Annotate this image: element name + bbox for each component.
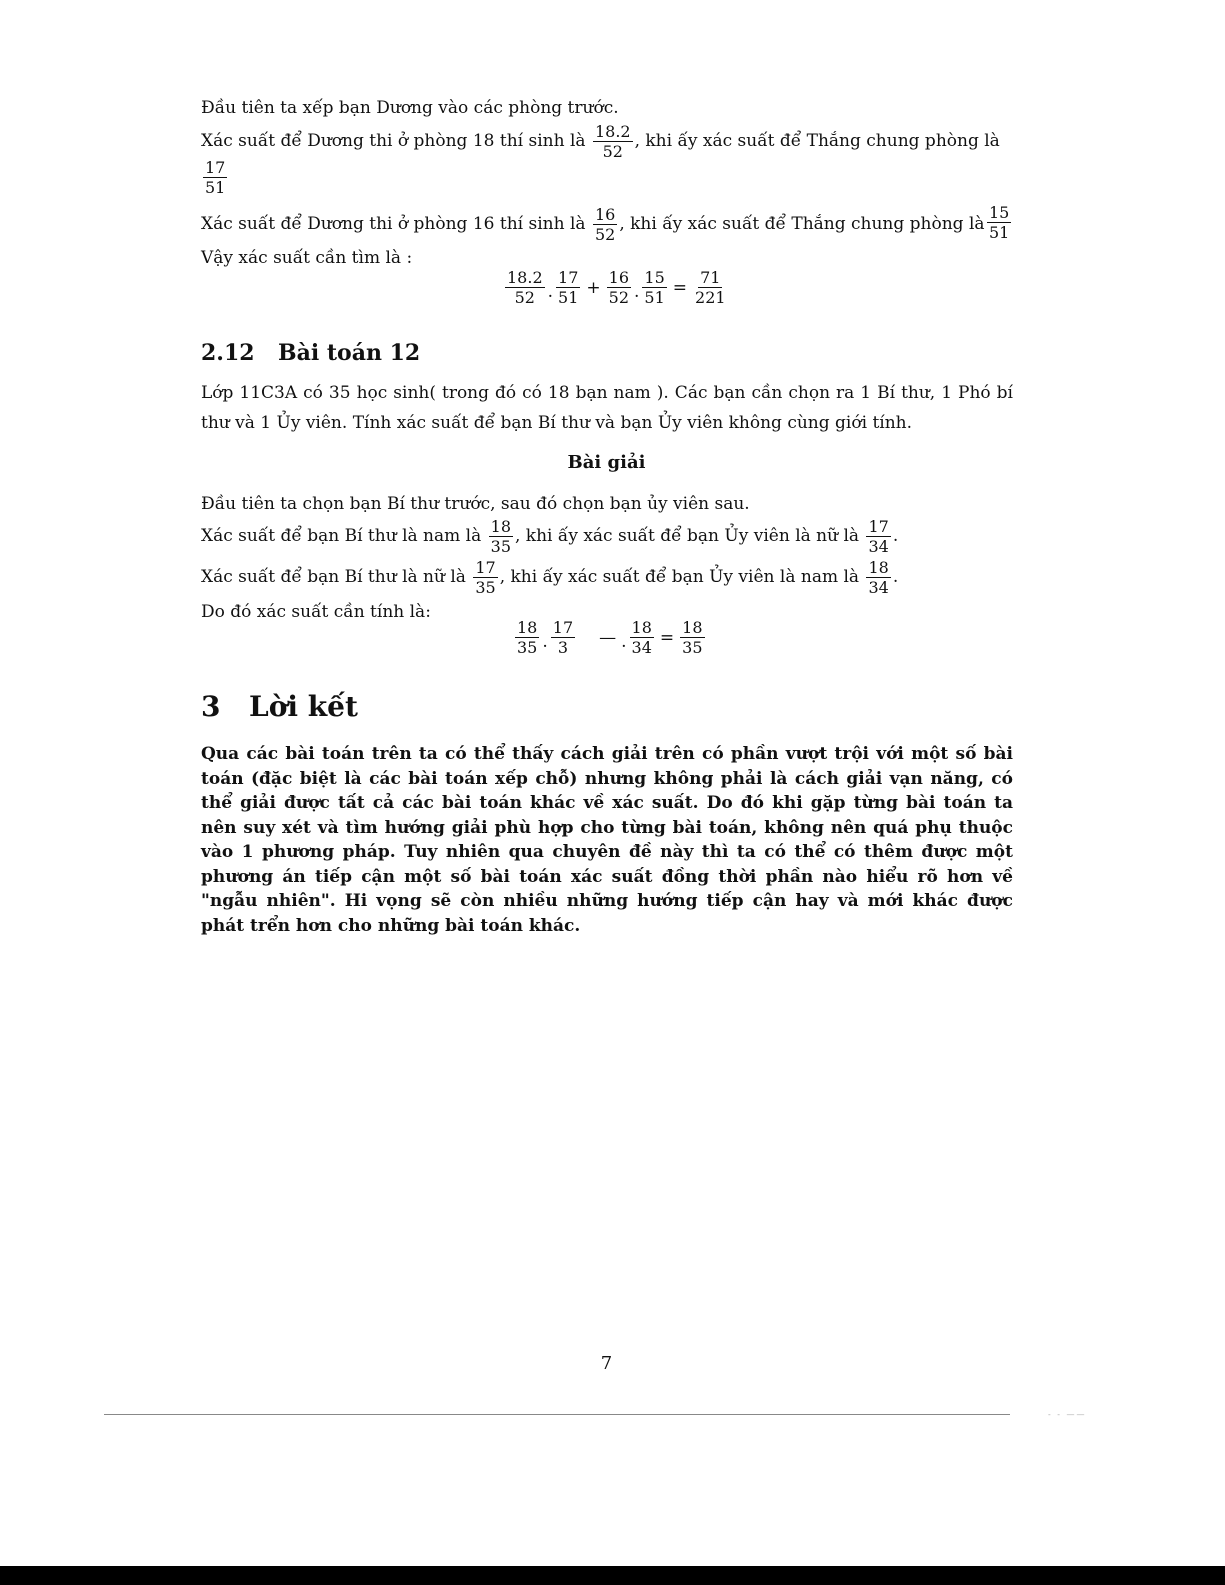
numerator: 18 (490, 517, 511, 536)
fraction (203, 158, 227, 197)
fraction (630, 618, 654, 657)
text-line (201, 122, 1000, 161)
denominator: 34 (631, 638, 652, 657)
denominator: 51 (989, 223, 1010, 242)
scan-marks: - - —— (1048, 1410, 1087, 1419)
fraction (642, 268, 666, 307)
operator: . (547, 281, 554, 302)
operator: . (542, 631, 548, 652)
section-title: Lời kết (249, 690, 358, 723)
fraction (987, 203, 1011, 242)
text-line (201, 517, 898, 556)
fraction (551, 618, 575, 657)
text-line: Đầu tiên ta chọn bạn Bí thư trước, sau đó chọn bạn ủy viên sau. (201, 494, 750, 514)
section-number: 3 (201, 690, 221, 723)
numerator: 18 (517, 618, 538, 637)
text-span: , khi ấy xác suất để Thắng chung phòng là (619, 214, 985, 234)
numerator: 18 (868, 558, 889, 577)
bottom-border (0, 1566, 1225, 1585)
text-line: Vậy xác suất cần tìm là : (201, 248, 413, 268)
fraction (680, 618, 704, 657)
text-span: Xác suất để bạn Bí thư là nam là (201, 526, 482, 546)
fraction (556, 268, 580, 307)
operator: — (599, 627, 617, 648)
operator: = (659, 627, 675, 648)
subsection-heading (201, 340, 420, 366)
text-line: Do đó xác suất cần tính là: (201, 602, 431, 622)
denominator: 35 (682, 638, 703, 657)
numerator: 15 (989, 203, 1010, 222)
numerator: 18 (631, 618, 652, 637)
text-span: , khi ấy xác suất để Thắng chung phòng là (634, 131, 1000, 151)
fraction (489, 517, 513, 556)
denominator: 51 (205, 178, 226, 197)
numerator: 71 (700, 268, 721, 287)
equation (503, 268, 730, 307)
denominator: 52 (514, 288, 535, 307)
numerator: 15 (644, 268, 665, 287)
denominator: 35 (475, 578, 496, 597)
fraction (866, 517, 890, 556)
numerator: 16 (608, 268, 629, 287)
problem-statement: Lớp 11C3A có 35 học sinh( trong đó có 18 bạn nam ). Các bạn cần chọn ra 1 Bí thư, 1 Phó bí thư và 1 Ủy viên. Tính xác suất để bạn Bí thư và bạn Ủy viên không cùng giới tính. (201, 383, 1013, 433)
text-span: , khi ấy xác suất để bạn Ủy viên là nữ là (515, 526, 860, 546)
operator: . (621, 631, 627, 652)
numerator: 18 (682, 618, 703, 637)
operator: + (586, 277, 601, 298)
text-span: Xác suất để bạn Bí thư là nữ là (201, 567, 466, 587)
fraction (593, 205, 617, 244)
numerator: 18.2 (507, 268, 543, 287)
fraction (693, 268, 728, 307)
footer-divider (104, 1414, 1010, 1415)
text-span: , khi ấy xác suất để bạn Ủy viên là nam là (499, 567, 860, 587)
section-heading (201, 690, 358, 723)
text-span: Xác suất để Dương thi ở phòng 18 thí sinh là (201, 131, 586, 151)
text-line (201, 558, 898, 597)
numerator: 16 (594, 205, 616, 224)
denominator: 51 (644, 288, 665, 307)
operator: . (634, 281, 640, 302)
text-line: Đầu tiên ta xếp bạn Dương vào các phòng trước. (201, 98, 619, 118)
numerator: 17 (558, 268, 579, 287)
text-line (201, 205, 985, 244)
denominator: 52 (594, 225, 616, 244)
fraction (515, 618, 539, 657)
denominator: 34 (868, 578, 889, 597)
denominator: 3 (557, 638, 569, 657)
fraction (866, 558, 890, 597)
solution-heading: Bài giải (567, 452, 646, 473)
fraction (505, 268, 545, 307)
page-number: 7 (600, 1353, 613, 1374)
operator: = (672, 277, 688, 298)
numerator: 17 (868, 517, 889, 536)
text-span: . (892, 567, 899, 587)
denominator: 35 (490, 537, 511, 556)
denominator: 52 (602, 142, 623, 161)
equation (513, 618, 707, 657)
numerator: 18.2 (594, 122, 631, 141)
fraction (593, 122, 633, 161)
text-span: Xác suất để Dương thi ở phòng 16 thí sinh là (201, 214, 586, 234)
numerator: 17 (552, 618, 574, 637)
numerator: 17 (205, 158, 226, 177)
denominator: 35 (517, 638, 538, 657)
denominator: 221 (695, 288, 726, 307)
text-span: . (892, 526, 899, 546)
denominator: 51 (558, 288, 579, 307)
fraction (473, 558, 497, 597)
section-number: 2.12 (201, 340, 255, 366)
section-title: Bài toán 12 (278, 340, 421, 366)
denominator: 34 (868, 537, 889, 556)
denominator: 52 (608, 288, 629, 307)
fraction (607, 268, 631, 307)
numerator: 17 (475, 558, 496, 577)
conclusion-paragraph: Qua các bài toán trên ta có thể thấy cách giải trên có phần vượt trội với một số bài toán (đặc biệt là các bài toán xếp chỗ) nhưng không phải là cách giải vạn năng, có thể giải được tất cả các bài toán khác về xác suất. Do đó khi gặp từng bài toán ta nên suy xét và tìm hướng giải phù hợp cho từng bài toán, không nên quá phụ thuộc vào 1 phương pháp. Tuy nhiên qua chuyên đề này thì ta có thể có thêm được một phương án tiếp cận một số bài toán xác suất đồng thời phần nào hiểu rõ hơn về "ngẫu nhiên". Hi vọng sẽ còn nhiều những hướng tiếp cận hay và mới khác được phát trển hơn cho những bài toán khác. (201, 744, 1013, 936)
